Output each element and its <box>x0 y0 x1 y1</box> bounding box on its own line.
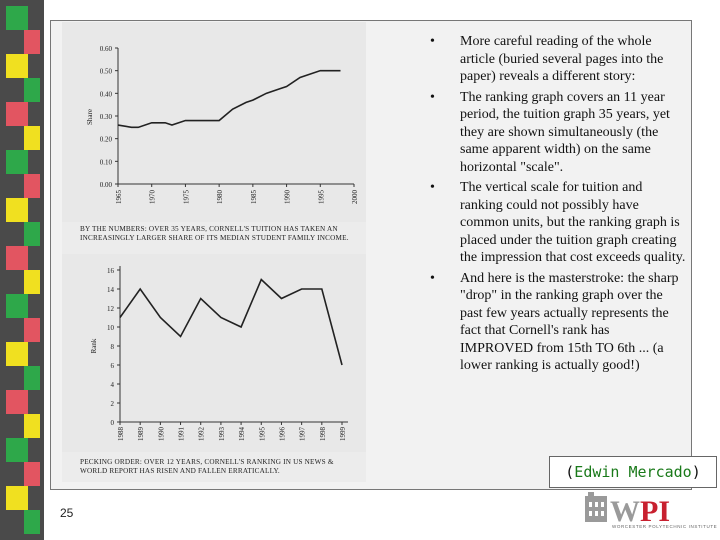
y-tick-label: 2 <box>110 400 114 408</box>
ranking-chart-caption: PECKING ORDER: OVER 12 YEARS, CORNELL'S RANKING IN US NEWS & WORLD REPORT HAS RISEN AND FALLEN ERRATICALLY. <box>80 458 334 475</box>
strip-square <box>24 366 40 390</box>
y-tick-label: 8 <box>110 343 114 351</box>
bullet-item: • The vertical scale for tuition and ranking could not possibly have common units, but the ranking graph is placed under the tuition graph creating the impression that cost exceeds quality. <box>430 180 686 265</box>
x-tick-label: 2000 <box>351 190 359 204</box>
bullet-dot-icon: • <box>430 180 435 195</box>
strip-square <box>24 462 40 486</box>
strip-square <box>6 390 28 414</box>
wpi-tagline: WORCESTER POLYTECHNIC INSTITUTE <box>612 524 718 529</box>
y-tick-label: 4 <box>110 381 114 389</box>
y-tick-label: 0.30 <box>99 113 112 121</box>
strip-square <box>6 54 28 78</box>
ranking-chart-svg <box>62 254 366 452</box>
author-name: Edwin Mercado <box>574 463 692 481</box>
bullet-dot-icon: • <box>430 89 435 105</box>
x-tick-label: 1997 <box>298 427 307 441</box>
ranking-chart <box>62 254 366 452</box>
bullet-dot-icon: • <box>430 34 435 49</box>
strip-square <box>6 6 28 30</box>
x-tick-label: 1980 <box>216 190 225 204</box>
y-axis-label: Share <box>86 109 94 125</box>
strip-square <box>6 102 28 126</box>
strip-square <box>24 30 40 54</box>
y-tick-label: 0 <box>110 419 114 427</box>
x-tick-label: 1993 <box>217 427 226 441</box>
y-tick-label: 0.10 <box>99 158 112 167</box>
tuition-chart-svg <box>62 22 366 222</box>
page-number: 25 <box>60 506 74 520</box>
strip-square <box>24 318 40 342</box>
strip-square <box>24 126 40 150</box>
logo-building-icon <box>585 492 607 522</box>
strip-square <box>24 222 40 246</box>
y-tick-label: 14 <box>107 286 114 294</box>
y-tick-label: 0.50 <box>99 67 112 76</box>
strip-square <box>24 510 40 534</box>
x-tick-label: 1991 <box>177 427 186 441</box>
x-tick-label: 1975 <box>182 190 191 204</box>
x-tick-label: 1988 <box>117 427 125 441</box>
strip-square <box>6 342 28 366</box>
strip-square <box>6 198 28 222</box>
y-tick-label: 12 <box>107 305 114 313</box>
y-axis-label: Rank <box>90 338 98 354</box>
x-tick-label: 1990 <box>157 427 166 441</box>
x-tick-label: 1970 <box>148 190 157 204</box>
wpi-wordmark: WPI <box>610 495 670 528</box>
x-tick-label: 1990 <box>283 190 292 204</box>
x-tick-label: 1995 <box>258 427 267 441</box>
y-tick-label: 16 <box>107 267 114 275</box>
tuition-share-chart <box>62 22 366 222</box>
x-tick-label: 1992 <box>197 427 206 441</box>
x-tick-label: 1998 <box>318 427 327 441</box>
x-tick-label: 1996 <box>278 427 287 441</box>
left-color-strip <box>0 0 44 540</box>
bullet-dot-icon: • <box>430 270 435 286</box>
x-tick-label: 1999 <box>339 427 347 441</box>
y-tick-label: 0.00 <box>99 181 112 189</box>
strip-square <box>24 78 40 102</box>
x-tick-label: 1989 <box>137 427 146 441</box>
strip-square <box>24 414 40 438</box>
y-tick-label: 0.40 <box>99 90 112 99</box>
strip-square <box>6 486 28 510</box>
bullet-list <box>418 33 686 375</box>
strip-square <box>6 246 28 270</box>
strip-square <box>24 270 40 294</box>
newspaper-chart-panel <box>62 22 366 482</box>
tuition-chart-caption: BY THE NUMBERS: OVER 35 YEARS, CORNELL'S TUITION HAS TAKEN AN INCREASINGLY LARGER SHARE OF ITS MEDIAN STUDENT FAMILY INCOME. <box>80 225 349 242</box>
bullet-item: • And here is the masterstroke: the sharp "drop" in the ranking graph over the past few years actually represents the fact that Cornell's rank has IMPROVED from 15th TO 6th ... (a lower ranking is actually good!) <box>430 270 679 373</box>
strip-square <box>6 150 28 174</box>
y-tick-label: 0.20 <box>99 135 112 144</box>
x-tick-label: 1994 <box>238 427 247 441</box>
bullet-text-panel <box>418 33 686 378</box>
y-tick-label: 0.60 <box>99 45 112 53</box>
strip-square <box>24 174 40 198</box>
author-credit-box: (Edwin Mercado) <box>549 456 717 488</box>
y-tick-label: 10 <box>107 324 114 332</box>
x-tick-label: 1995 <box>317 190 326 204</box>
strip-square <box>6 438 28 462</box>
strip-square <box>6 294 28 318</box>
x-tick-label: 1965 <box>115 190 123 204</box>
x-tick-label: 1985 <box>249 190 258 204</box>
bullet-item: • The ranking graph covers an 11 year period, the tuition graph 35 years, yet they are shown simultaneously (the same apparent width) on the same horizontal "scale". <box>430 89 670 175</box>
bullet-item: • More careful reading of the whole article (buried several pages into the paper) reveals a different story: <box>430 34 664 84</box>
y-tick-label: 6 <box>110 362 114 370</box>
